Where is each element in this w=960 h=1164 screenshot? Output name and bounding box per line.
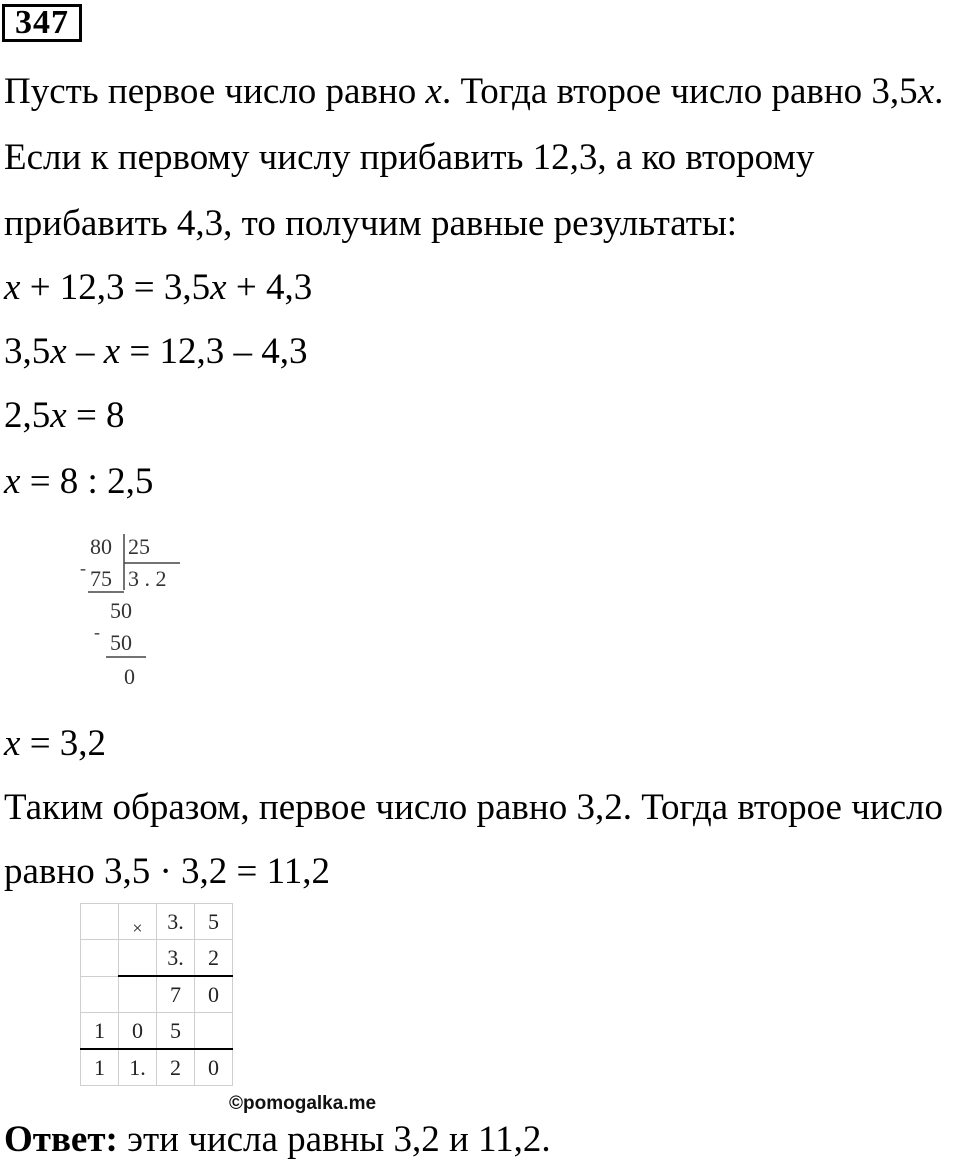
remainder-2: 0 bbox=[124, 664, 135, 689]
equation-part: + 12,3 = 3,5 bbox=[20, 267, 211, 308]
answer-line bbox=[4, 1118, 551, 1162]
equation-part: = 12,3 – 4,3 bbox=[120, 331, 308, 372]
table-cell: 5 bbox=[195, 904, 233, 940]
equation-part: 3,5 bbox=[4, 331, 51, 372]
table-row bbox=[81, 904, 233, 940]
table-cell bbox=[195, 1013, 233, 1050]
equation-part: = 8 : 2,5 bbox=[20, 461, 154, 502]
equation-part: + 4,3 bbox=[226, 267, 313, 308]
table-row bbox=[81, 940, 233, 977]
equation-4 bbox=[4, 460, 153, 504]
table-row bbox=[81, 1013, 233, 1050]
variable-x: x bbox=[425, 71, 442, 112]
multiply-sign: × bbox=[119, 904, 157, 940]
equation-2 bbox=[4, 330, 308, 374]
dividend: 80 bbox=[90, 534, 112, 559]
table-cell bbox=[81, 976, 119, 1013]
answer-text: эти числа равны 3,2 и 11,2. bbox=[117, 1119, 551, 1160]
text-line-4: Таким образом, первое число равно 3,2. Тогда второе число bbox=[4, 787, 944, 828]
equation-3 bbox=[4, 394, 125, 438]
text-segment: Пусть первое число равно bbox=[4, 71, 426, 112]
variable-x: x bbox=[103, 331, 121, 372]
table-cell: 0 bbox=[119, 1013, 157, 1050]
table-cell bbox=[119, 976, 157, 1013]
long-division bbox=[78, 530, 198, 695]
problem-number: 347 bbox=[2, 4, 82, 42]
variable-x: x bbox=[210, 267, 227, 308]
equation-5 bbox=[4, 722, 106, 766]
table-cell: 2 bbox=[157, 1049, 195, 1086]
equation-part: = 8 bbox=[66, 395, 125, 436]
table-cell bbox=[81, 940, 119, 977]
table-cell: 5 bbox=[157, 1013, 195, 1050]
subtrahend-1: 75 bbox=[90, 566, 112, 591]
text-line-3: прибавить 4,3, то получим равные результаты: bbox=[4, 203, 738, 244]
variable-x: x bbox=[917, 71, 935, 112]
table-cell: 1 bbox=[81, 1049, 119, 1086]
table-cell: 1 bbox=[81, 1013, 119, 1050]
table-cell bbox=[81, 904, 119, 940]
variable-x: x bbox=[4, 723, 21, 764]
subtrahend-2: 50 bbox=[110, 630, 132, 655]
table-row bbox=[81, 1049, 233, 1086]
answer-label: Ответ: bbox=[4, 1119, 118, 1160]
text-segment: . bbox=[934, 71, 944, 112]
variable-x: x bbox=[4, 461, 21, 502]
multiplication-table bbox=[80, 903, 233, 1086]
equation-1 bbox=[4, 266, 312, 310]
table-cell: 2 bbox=[195, 940, 233, 977]
minus-sign: - bbox=[80, 558, 86, 578]
equation-part: – bbox=[66, 331, 104, 372]
text-segment: . Тогда второе число равно 3,5 bbox=[441, 71, 918, 112]
text-line-1 bbox=[4, 70, 943, 114]
quotient: 3 . 2 bbox=[128, 566, 167, 591]
table-cell: 0 bbox=[195, 1049, 233, 1086]
variable-x: x bbox=[50, 395, 67, 436]
divisor: 25 bbox=[128, 534, 150, 559]
table-cell: 1. bbox=[119, 1049, 157, 1086]
table-cell: 3. bbox=[157, 940, 195, 977]
table-row bbox=[81, 976, 233, 1013]
variable-x: x bbox=[50, 331, 67, 372]
remainder-1: 50 bbox=[110, 598, 132, 623]
table-cell: 3. bbox=[157, 904, 195, 940]
minus-sign: - bbox=[94, 622, 100, 642]
text-line-5: равно 3,5 · 3,2 = 11,2 bbox=[4, 851, 331, 892]
watermark: ©pomogalka.me bbox=[229, 1093, 377, 1114]
table-cell bbox=[119, 940, 157, 977]
text-line-2: Если к первому числу прибавить 12,3, а ко второму bbox=[4, 137, 815, 178]
variable-x: x bbox=[4, 267, 21, 308]
table-cell: 7 bbox=[157, 976, 195, 1013]
equation-part: 2,5 bbox=[4, 395, 51, 436]
equation-part: = 3,2 bbox=[20, 723, 107, 764]
table-cell: 0 bbox=[195, 976, 233, 1013]
